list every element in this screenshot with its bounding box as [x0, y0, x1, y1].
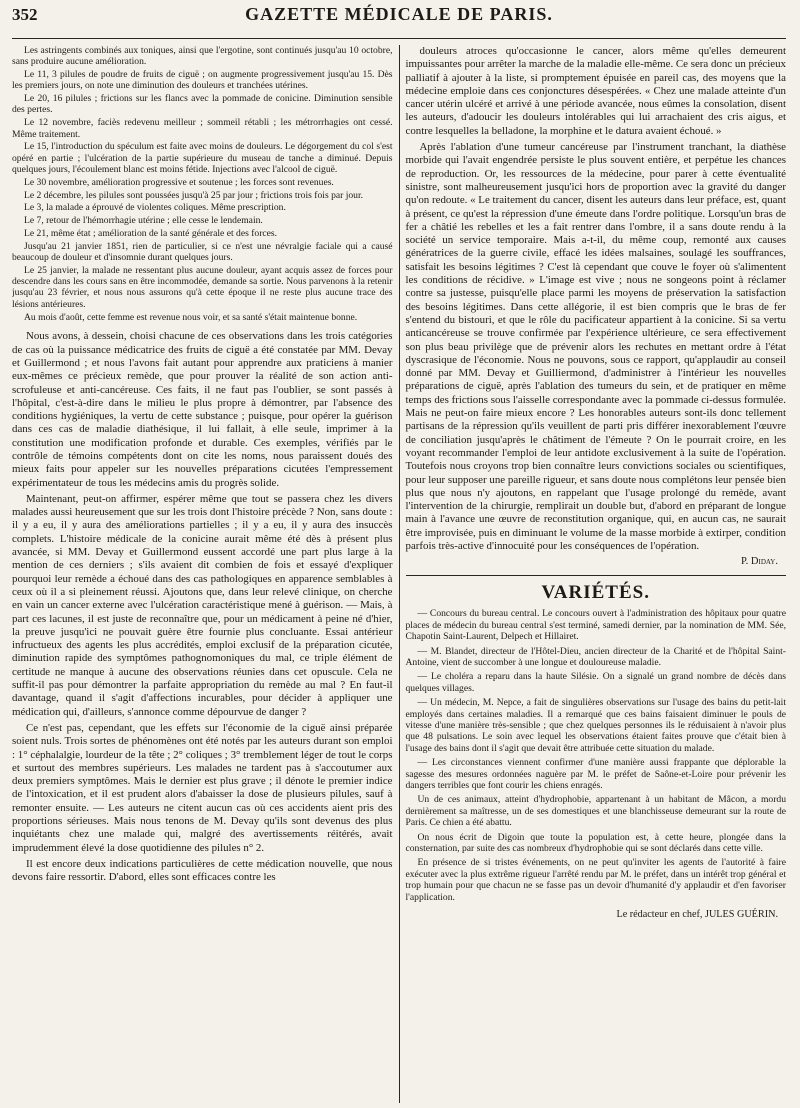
observation-paragraph: Le 7, retour de l'hémorrhagie utérine ; elle cesse le lendemain. [24, 215, 263, 227]
observation-paragraph: Le 21, même état ; amélioration de la santé générale et des forces. [24, 227, 278, 239]
observation-paragraph: Le 20, 16 pilules ; frictions sur les flancs avec la pommade de conicine. Diminution sensible des pertes. [12, 93, 393, 116]
news-item: Un de ces animaux, atteint d'hydrophobie, appartenant à un habitant de Mâcon, a mordu dernièrement sa maîtresse, un de ses domestiques et une blanchisseuse demeurant sur la route de Paris. Ce chien a été abattu. [405, 794, 786, 829]
page-number: 352 [12, 5, 38, 24]
discussion-paragraph: Il est encore deux indications particulières de cette médication nouvelle, que nous devons faire ressortir. D'abord, elles sont efficaces contre les [12, 857, 393, 884]
observation-paragraph: Le 30 novembre, amélioration progressive et soutenue ; les forces sont revenues. [24, 176, 334, 188]
section-title: VARIÉTÉS. [541, 582, 650, 604]
news-item: En présence de si tristes événements, on ne peut qu'inviter les agents de l'autorité à faire exécuter avec la plus extrême rigueur l'arrêté rendu par M. le préfet, dans un intérêt trop général et trop humain pour que chacun ne se fasse pas un devoir d'humanité d'y applaudir et d'en favoriser l'application. [405, 857, 786, 903]
right-column [399, 45, 787, 1103]
news-item: — Concours du bureau central. Le concours ouvert à l'administration des hôpitaux pour quatre places de médecin du bureau central s'est terminé, samedi dernier, par la nomination de MM. Sée, Chapotin Saint-Laurent, Delpech et Hillairet. [405, 608, 786, 643]
observation-paragraph: Le 15, l'introduction du spéculum est faite avec moins de douleurs. Le dégorgement du col s'est opéré en partie ; l'ulcération de la partie supérieure du museau de tanche a diminué. Depuis quelques jours, l'écoulement blanc est moins fétide. Injections avec l'alcool de ciguë. [12, 141, 393, 175]
news-item: — Les circonstances viennent confirmer d'une manière aussi frappante que déplorable la sagesse des mesures ordonnées naguère par M. le préfet de Saône-et-Loire pour prévenir les dangers terribles que font courir les chiens enragés. [405, 757, 786, 791]
observation-paragraph: Le 11, 3 pilules de poudre de fruits de ciguë ; on augmente progressivement jusqu'au 15. Dès les premiers jours, on note une diminution des douleurs et tranchées utérines. [12, 69, 393, 92]
text-columns [12, 45, 786, 1103]
discussion-paragraph: Maintenant, peut-on affirmer, espérer même que tout se passera chez les divers malades aussi heureusement que sur les trois dont l'histoire précède ? Non, sans doute : il y a eu, il y aura des améliorations partielles ; il y a eu, il y aura des insuccès complets. L'histoire médicale de la conicine aurait même été dès à présent plus avancée, si MM. Devay et Guillermond eussent accordé une part plus large à la mention de ces derniers ; s'ils avaient dit combien de fois et essayé d'expliquer pourquoi leur remède a échoué dans des cas pathologiques en apparence semblables à ceux où il a si pleinement réussi. Ajoutons que, dans leur relevé clinique, on cherche en vain un cancer externe avec l'ulcération caractéristique mené à guérison. — Mais, à part ces lacunes, il est juste de reconnaître que, pour un médicament à peine né d'hier, la preuve jusqu'ici ne pouvait guère être fournie plus concluante. Essai antérieur infructueux des agents les plus accrédités, emploi exclusif de la préparation cicutée, diminution rapide des symptômes pathognomoniques du mal, ce triple élément de certitude ne manque à aucune des observations réunies dans cet opuscule. Cela ne suffit-il pas pour démontrer la parfaite appropriation du remède au mal ? En faut-il davantage, quand il s'agit d'affections incurables, pour décider à appliquer une médication qui, d'ailleurs, s'annonce comme dépourvue de danger ? [12, 492, 393, 718]
news-item: — Le choléra a reparu dans la haute Silésie. On a signalé un grand nombre de décès dans quelques villages. [405, 671, 786, 694]
observation-paragraph: Les astringents combinés aux toniques, ainsi que l'ergotine, sont continués jusqu'au 10 octobre, sans produire aucune amélioration. [12, 45, 393, 68]
observation-paragraph: Jusqu'au 21 janvier 1851, rien de particulier, si ce n'est une névralgie faciale qui a causé beaucoup de douleur et d'insomnie durant quelques jours. [12, 240, 393, 264]
continuation-paragraph: douleurs atroces qu'occasionne le cancer, alors même qu'elles demeurent impuissantes pour arrêter la marche de la maladie elle-même. Ce sera donc un précieux palliatif à ajouter à la liste, si promptement épuisée en pareil cas, des moyens que la médecine emploie dans ces conjonctures désespérées. « Chez une malade atteinte d'un cancer utérin ulcéré et arrivé à une période avancée, nous eûmes la consolation, disent les auteurs, d'adoucir les douleurs intolérables qui lui arrachaient des cris aigus, et contre lesquelles la belladone, la morphine et le datura avaient échoué. » [405, 45, 786, 137]
discussion-paragraph: Ce n'est pas, cependant, que les effets sur l'économie de la ciguë ainsi préparée soient nuls. Trois sortes de phénomènes ont été notés par les auteurs durant son emploi : 1° céphalalgie, lourdeur de la tête ; 2° coliques ; 3° tremblement léger de tout le corps et surtout des membres supérieurs. Les malades ne tardent pas à s'accoutumer aux deux premiers symptômes. Mais le dernier est plus grave ; il dénote le premier indice de l'intoxication, et il est prudent alors d'abaisser la dose de plusieurs pilules, sauf à remonter ensuite. — Les auteurs ne citent aucun cas où ces accidents aient pris des proportions sérieuses. Mais nous tenons de M. Devay qu'ils sont devenus des plus inquiétants chez une malade qui, malgré des avertissements réitérés, avait imprudemment élevé la dose quotidienne des pilules n° 2. [12, 721, 393, 854]
observation-paragraph: Le 12 novembre, faciès redevenu meilleur ; sommeil rétabli ; les métrorrhagies ont cessé. Même traitement. [12, 117, 393, 140]
observation-paragraph: Le 3, la malade a éprouvé de violentes coliques. Même prescription. [24, 202, 286, 214]
left-column [12, 45, 399, 1103]
news-item: On nous écrit de Digoin que toute la population est, à cette heure, plongée dans la consternation, par suite des cas nombreux d'hydrophobie qui se sont déclarés dans cette ville. [405, 831, 786, 854]
editor-signature: Le rédacteur en chef, JULES GUÉRIN. [616, 909, 778, 921]
discussion-paragraph: Nous avons, à dessein, choisi chacune de ces observations dans les trois catégories de cas où la puissance médicatrice des fruits de ciguë a été constatée par MM. Devay et Guillermond ; et nous l'avons fait autant pour apprendre aux praticiens à manier eux-mêmes ce précieux remède, que pour prouver la réalité de son action anti-scrofuleuse et anti-cancéreuse. Ces faits, il ne faut pas l'oublier, se sont passés à l'hôpital, c'est-à-dire dans le milieu le plus propre à démontrer, par l'absence des conditions hygiéniques, la vertu de cette substance ; puisque, pour opérer la guérison dans ces cas de maladie diathésique, il lui fallait, à elle seule, imprimer à la constitution une modification profonde et durable. Ces exemples, vérifiés par le contrôle de témoins compétents dont on cite les noms, nous paraissent doués des mieux faits pour appeler sur les nouvelles préparations cicutées l'empressement expérimentateur de tous les médecins amis du progrès solide. [12, 330, 393, 489]
observation-paragraph: Au mois d'août, cette femme est revenue nous voir, et sa santé s'était maintenue bonne. [24, 311, 358, 323]
author-signature: P. Diday. [741, 556, 778, 568]
masthead [12, 4, 786, 39]
news-item: — Un médecin, M. Nepce, a fait de singulières observations sur l'usage des bains du petit-lait employés dans certaines maladies. Il a remarqué que ces bains faisaient diminuer le pouls de vitesse d'une manière très-sensible ; que chez quelques personnes ils le réduisaient à n'avoir plus que 48 pulsations. Le soin avec lequel les observations étaient faites prouve que c'était bien à l'usage des bains dont il s'agit que devait être attribuée cette situation du malade. [405, 697, 786, 754]
observation-paragraph: Le 2 décembre, les pilules sont poussées jusqu'à 25 par jour ; frictions trois fois par jour. [24, 189, 364, 201]
news-item: — M. Blandet, directeur de l'Hôtel-Dieu, ancien directeur de la Charité et de l'hôpital Saint-Antoine, vient de succomber à une longue et douloureuse maladie. [405, 645, 786, 668]
running-title: GAZETTE MÉDICALE DE PARIS. [245, 4, 553, 24]
section-divider [406, 575, 787, 576]
observation-paragraph: Le 25 janvier, la malade ne ressentant plus aucune douleur, ayant acquis assez de forces pour descendre dans les cours sans en être incommodée, demande sa sortie. Nous parvenons à la retenir jusqu'au 23 février, et nous nous assurons qu'à cette époque il ne reste plus aucune trace des lésions antérieures. [12, 264, 393, 310]
continuation-paragraph: Après l'ablation d'une tumeur cancéreuse par l'instrument tranchant, la diathèse morbide qui l'avait engendrée persiste le plus souvent entière, et perpétue les chances de reproduction. Or, les ressources de la médecine, pour parer à cette éventualité sinistre, sont malheureusement jusqu'ici hors de proportion avec la gravité du danger qu'on redoute. « Le traitement du cancer, disent les auteurs dans leur préface, est, quant à présent, ce qu'est la répression d'une émeute dans l'ordre politique. Lorsqu'un bras de fer a châtié les rebelles et les a fait rentrer dans l'ombre, il a sans doute rendu à la société un service temporaire. Mais a-t-il, du même coup, remonté aux causes génératrices de la guerre civile, effacé les idées malsaines, soulagé les souffrances, satisfait les besoins légitimes ? C'est là cependant que couve le foyer où s'alimentent les conditions de récidive. » L'image est vive ; nous ne songeons point à réclamer contre sa justesse, puisqu'elle place parmi les moyens de préservation la satisfaction des besoins légitimes. Dans cette allégorie, il est bien compris que le bras de fer s'entend du bistouri, et que le rôle du pacificateur appartient à la conicine. Si sa vertu anticancéreuse se trouve confirmée par l'expérience ultérieure, ce sera effectivement son plus beau privilège que de prévenir alors les rechutes en mettant ordre à l'état dyscrasique de l'économie. Nous ne pouvons, sous ce rapport, qu'applaudir au conseil donné par MM. Devay et Guilliermond, d'administrer à l'intérieur les nouvelles préparations de ciguë, après l'ablation des tumeurs du sein, et de pratiquer en même temps des frictions sous l'aisselle correspondante avec la pommade ci-dessus formulée. Mais ne peut-on faire mieux encore ? Les honorables auteurs sont-ils donc tellement partisans de la répression qu'ils veuillent de parti pris différer inexorablement l'œuvre de conciliation jusqu'après le châtiment de l'émeute ? On le pourrait croire, en les voyant recommander l'emploi de leur antidote exclusivement à la suite de l'opération. Toutefois nous croyons trop bien connaître leurs convictions sociales ou scientifiques, pour leur supposer une pareille rigueur, et sans doute nous complétons leur pensée bien plus que nous n'y ajoutons, en rappelant que l'usage prolongé du remède, avant l'intervention de la chirurgie, remplirait un double but, d'abord en préparant de longue main à l'avance une œuvre de reconstitution organique, qui, en aucun cas, ne saurait être improvisée, puis en diminuant le volume de la masse morbide à extirper, condition parfois très-active d'innocuité pour les conséquences de l'opération. [405, 141, 786, 552]
